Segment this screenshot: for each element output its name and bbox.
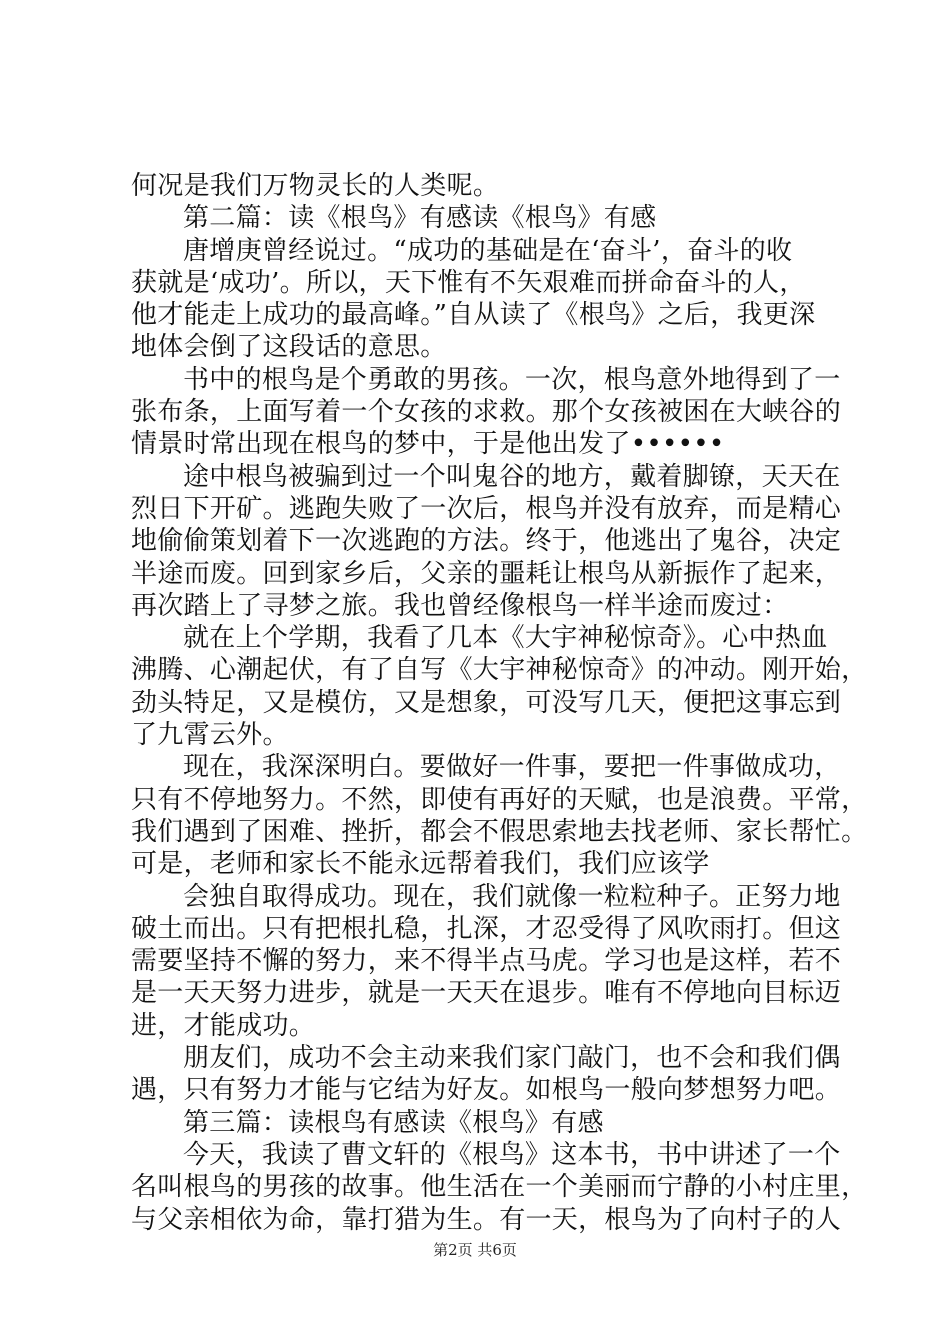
text-line-24: 破土而出。只有把根扎稳，扎深，才忍受得了风吹雨打。但这	[131, 913, 842, 944]
text-line-14: 再次踏上了寻梦之旅。我也曾经像根鸟一样半途而废过：	[131, 590, 789, 621]
section-heading-2: 第二篇：读《根鸟》有感读《根鸟》有感	[183, 203, 657, 234]
text-line-3: 唐增庚曾经说过。“成功的基础是在‘奋斗’，奋斗的收	[183, 235, 793, 266]
text-line-32: 名叫根鸟的男孩的故事。他生活在一个美丽而宁静的小村庄里，	[131, 1172, 868, 1203]
text-line-23: 会独自取得成功。现在，我们就像一粒粒种子。正努力地	[183, 881, 841, 912]
text-line-7: 书中的根鸟是个勇敢的男孩。一次，根鸟意外地得到了一	[183, 364, 841, 395]
text-line-17: 劲头特足，又是模仿，又是想象，可没写几天，便把这事忘到	[131, 687, 842, 718]
section-heading-3: 第三篇：读根鸟有感读《根鸟》有感	[183, 1107, 604, 1138]
text-line-9: 情景时常出现在根鸟的梦中，于是他出发了••••••	[131, 429, 725, 460]
text-line-18: 了九霄云外。	[131, 720, 289, 751]
text-line-6: 地体会倒了这段话的意思。	[131, 332, 447, 363]
text-line-29: 遇，只有努力才能与它结为好友。如根鸟一般向梦想努力吧。	[131, 1075, 842, 1106]
text-line-8: 张布条，上面写着一个女孩的求救。那个女孩被困在大峡谷的	[131, 397, 842, 428]
page-number-footer: 第2页 共6页	[433, 1241, 517, 1259]
text-line-33: 与父亲相依为命，靠打猎为生。有一天，根鸟为了向村子的人	[131, 1204, 842, 1235]
text-line-1: 何况是我们万物灵长的人类呢。	[131, 171, 500, 201]
text-line-16: 沸腾、心潮起伏，有了自写《大宇神秘惊奇》的冲动。刚开始，	[131, 655, 868, 686]
text-line-19: 现在，我深深明白。要做好一件事，要把一件事做成功，	[183, 752, 841, 783]
text-line-25: 需要坚持不懈的努力，来不得半点马虎。学习也是这样，若不	[131, 946, 842, 977]
text-line-13: 半途而废。回到家乡后，父亲的噩耗让根鸟从新振作了起来，	[131, 558, 842, 589]
text-line-21: 我们遇到了困难、挫折，都会不假思索地去找老师、家长帮忙。	[131, 816, 868, 847]
text-line-15: 就在上个学期，我看了几本《大宇神秘惊奇》。心中热血	[183, 623, 828, 654]
text-line-31: 今天，我读了曹文轩的《根鸟》这本书，书中讲述了一个	[183, 1139, 841, 1170]
text-line-26: 是一天天努力进步，就是一天天在退步。唯有不停地向目标迈	[131, 978, 842, 1009]
text-line-10: 途中根鸟被骗到过一个叫鬼谷的地方，戴着脚镣，天天在	[183, 461, 841, 492]
text-line-20: 只有不停地努力。不然，即使有再好的天赋，也是浪费。平常，	[131, 784, 868, 815]
text-line-12: 地偷偷策划着下一次逃跑的方法。终于，他逃出了鬼谷，决定	[131, 526, 842, 557]
text-line-11: 烈日下开矿。逃跑失败了一次后，根鸟并没有放弃，而是精心	[131, 493, 842, 524]
text-line-5: 他才能走上成功的最高峰。”自从读了《根鸟》之后，我更深	[131, 300, 816, 331]
text-line-4: 获就是‘成功’。所以，天下惟有不矢艰难而拼命奋斗的人，	[131, 267, 806, 298]
text-line-28: 朋友们，成功不会主动来我们家门敲门，也不会和我们偶	[183, 1043, 841, 1074]
text-line-27: 进，才能成功。	[131, 1010, 316, 1041]
text-line-22: 可是，老师和家长不能永远帮着我们，我们应该学	[131, 849, 710, 880]
document-body	[131, 170, 868, 1236]
